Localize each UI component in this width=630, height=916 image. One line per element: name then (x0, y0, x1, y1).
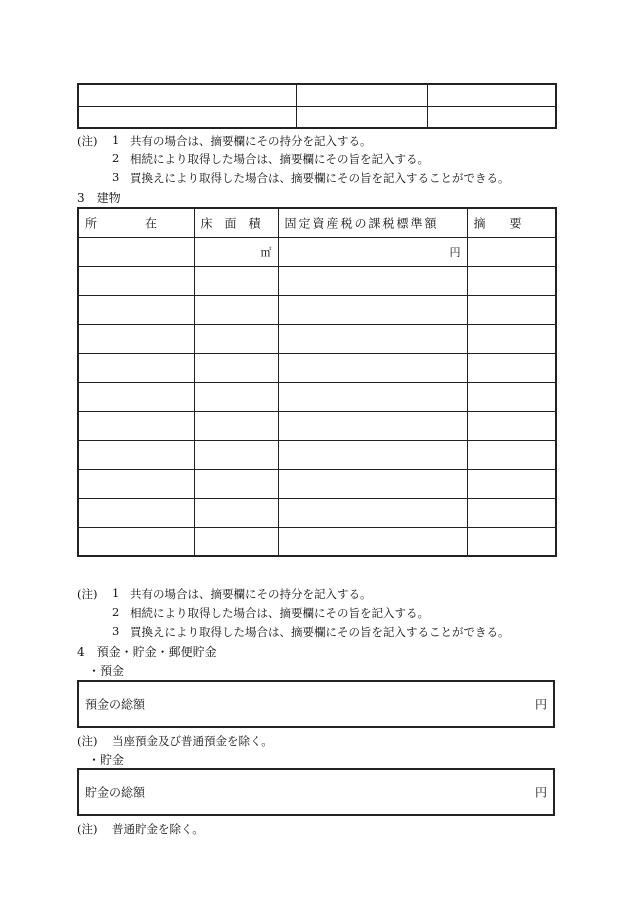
note-number: 2 (112, 605, 120, 619)
remarks-cell[interactable] (467, 440, 556, 469)
remarks-cell[interactable] (467, 353, 556, 382)
assessed-value-cell[interactable] (278, 440, 467, 469)
note-number: 2 (112, 151, 120, 165)
location-cell[interactable] (78, 266, 194, 295)
note-text: 共有の場合は、摘要欄にその持分を記入する。 (130, 587, 372, 601)
floor-area-cell[interactable] (194, 469, 278, 498)
building-heading: 3 建物 (77, 191, 121, 205)
assessed-value-cell[interactable] (278, 237, 467, 266)
floor-area-cell[interactable] (194, 498, 278, 527)
note-text: 相続により取得した場合は、摘要欄にその旨を記入する。 (130, 606, 429, 620)
assessed-value-cell[interactable] (278, 324, 467, 353)
area-unit: ㎡ (260, 245, 272, 259)
remarks-cell[interactable] (467, 324, 556, 353)
location-cell[interactable] (78, 353, 194, 382)
land-table (77, 83, 557, 129)
floor-area-cell[interactable] (194, 324, 278, 353)
location-cell[interactable] (78, 295, 194, 324)
yen-unit: 円 (449, 245, 461, 259)
remarks-cell[interactable] (467, 469, 556, 498)
header-label: 床 面 積 (200, 216, 261, 231)
floor-area-cell[interactable] (194, 411, 278, 440)
note-prefix: (注) (77, 822, 98, 836)
note-prefix: (注) (77, 734, 98, 748)
assessed-value-cell[interactable] (278, 411, 467, 440)
remarks-cell[interactable] (467, 527, 556, 556)
yokin-bullet: ・預金 (88, 664, 125, 678)
remarks-cell[interactable] (467, 382, 556, 411)
building-table (77, 207, 557, 557)
assessed-value-cell[interactable] (278, 498, 467, 527)
note-prefix: (注) (77, 134, 98, 148)
yokin-total-box[interactable] (77, 680, 555, 728)
assessed-value-cell[interactable] (278, 382, 467, 411)
column-header-location (78, 208, 194, 237)
location-cell[interactable] (78, 382, 194, 411)
chokin-total-label: 貯金の総額 (85, 785, 146, 800)
floor-area-cell[interactable] (194, 295, 278, 324)
assessed-value-cell[interactable] (278, 469, 467, 498)
location-cell[interactable] (78, 440, 194, 469)
note-text: 共有の場合は、摘要欄にその持分を記入する。 (130, 134, 372, 148)
yen-unit: 円 (534, 697, 547, 712)
chokin-bullet: ・貯金 (88, 753, 125, 767)
note-number: 3 (112, 170, 120, 184)
note-prefix: (注) (77, 587, 98, 601)
note-text: 買換えにより取得した場合は、摘要欄にその旨を記入することができる。 (130, 171, 510, 185)
land-cell[interactable] (296, 84, 427, 106)
floor-area-cell[interactable] (194, 266, 278, 295)
remarks-cell[interactable] (467, 266, 556, 295)
floor-area-cell[interactable] (194, 527, 278, 556)
location-cell[interactable] (78, 527, 194, 556)
floor-area-cell[interactable] (194, 353, 278, 382)
yokin-total-label: 預金の総額 (85, 697, 146, 712)
deposits-heading: 4 預金・貯金・郵便貯金 (77, 645, 217, 659)
column-header-remarks (467, 208, 556, 237)
location-cell[interactable] (78, 411, 194, 440)
floor-area-cell[interactable] (194, 382, 278, 411)
chokin-total-box[interactable] (77, 768, 555, 816)
note-text: 買換えにより取得した場合は、摘要欄にその旨を記入することができる。 (130, 625, 510, 639)
remarks-cell[interactable] (467, 295, 556, 324)
column-header-assessed-value (278, 208, 467, 237)
location-cell[interactable] (78, 469, 194, 498)
remarks-cell[interactable] (467, 411, 556, 440)
yen-unit: 円 (534, 785, 547, 800)
remarks-cell[interactable] (467, 498, 556, 527)
header-label: 摘 要 (473, 216, 522, 231)
floor-area-cell[interactable] (194, 237, 278, 266)
land-cell[interactable] (296, 106, 427, 128)
assessed-value-cell[interactable] (278, 353, 467, 382)
note-number: 1 (112, 586, 120, 600)
floor-area-cell[interactable] (194, 440, 278, 469)
assessed-value-cell[interactable] (278, 295, 467, 324)
land-cell[interactable] (427, 106, 556, 128)
assessed-value-cell[interactable] (278, 266, 467, 295)
note-number: 3 (112, 624, 120, 638)
note-number: 1 (112, 133, 120, 147)
location-cell[interactable] (78, 324, 194, 353)
note-text: 相続により取得した場合は、摘要欄にその旨を記入する。 (130, 152, 429, 166)
land-cell[interactable] (78, 84, 296, 106)
header-label: 固定資産税の課税標準額 (284, 216, 439, 231)
assessed-value-cell[interactable] (278, 527, 467, 556)
location-cell[interactable] (78, 237, 194, 266)
land-cell[interactable] (78, 106, 296, 128)
yokin-note: 当座預金及び普通預金を除く。 (112, 734, 273, 748)
location-cell[interactable] (78, 498, 194, 527)
column-header-floor-area (194, 208, 278, 237)
chokin-note: 普通貯金を除く。 (112, 822, 204, 836)
remarks-cell[interactable] (467, 237, 556, 266)
header-label: 所 在 (85, 216, 158, 231)
land-cell[interactable] (427, 84, 556, 106)
